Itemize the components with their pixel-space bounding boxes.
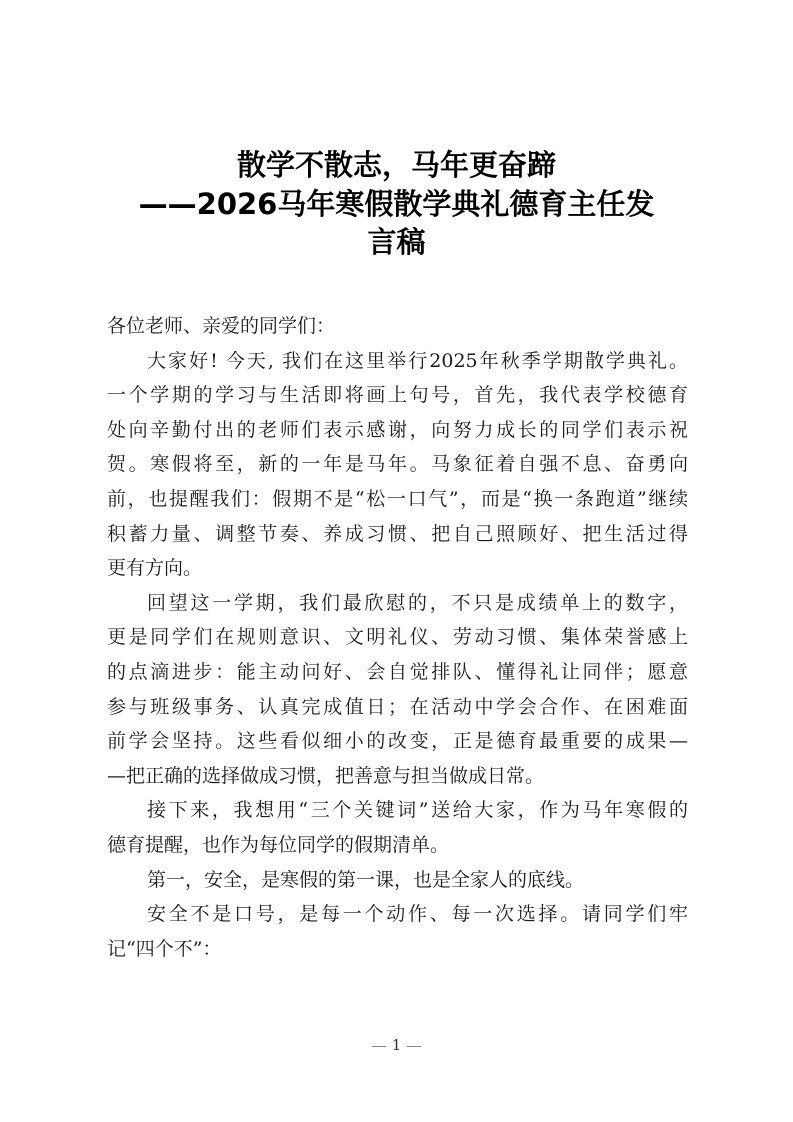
body-line: 处向辛勤付出的老师们表示感谢，向努力成长的同学们表示祝: [107, 418, 688, 441]
title-line-1: 散学不散志，马年更奋蹄: [236, 148, 556, 182]
body-line: 更是同学们在规则意识、文明礼仪、劳动习惯、集体荣誉感上: [107, 626, 688, 649]
body-line: 参与班级事务、认真完成值日；在活动中学会合作、在困难面: [107, 695, 688, 718]
body-line: 一个学期的学习与生活即将画上句号，首先，我代表学校德育: [107, 384, 688, 407]
salutation: 各位老师、亲爱的同学们：: [107, 315, 336, 337]
body-paragraphs: [107, 344, 688, 967]
body-line: 的点滴进步：能主动问好、会自觉排队、懂得礼让同伴；愿意: [107, 660, 688, 683]
page-number: 1: [391, 1036, 402, 1054]
body-line: 安全不是口号，是每一个动作、每一次选择。请同学们牢: [147, 903, 688, 926]
body-line: 接下来，我想用“三个关键词”送给大家，作为马年寒假的: [147, 799, 688, 822]
document-body: [107, 309, 688, 966]
body-line: 回望这一学期，我们最欣慰的，不只是成绩单上的数字，: [147, 591, 688, 614]
document-title: [100, 146, 693, 262]
body-line: 大家好! 今天, 我们在这里举行2025年秋季学期散学典礼。: [147, 349, 688, 372]
body-line: —把正确的选择做成习惯，把善意与担当做成日常。: [107, 764, 545, 787]
body-line: 第一，安全，是寒假的第一课，也是全家人的底线。: [147, 868, 585, 891]
footer-dash-left: [372, 1046, 386, 1047]
body-line: 前，也提醒我们：假期不是“松一口气”，而是“换一条跑道”继续: [107, 487, 688, 510]
page-footer: [0, 1036, 793, 1054]
body-line: 德育提醒，也作为每位同学的假期清单。: [107, 833, 450, 856]
body-line: 记“四个不”：: [107, 937, 222, 960]
body-line: 前学会坚持。这些看似细小的改变，正是德育最重要的成果—: [107, 730, 688, 753]
body-line: 更有方向。: [107, 557, 203, 580]
footer-dash-right: [407, 1046, 421, 1047]
body-line: 积蓄力量、调整节奏、养成习惯、把自己照顾好、把生活过得: [107, 522, 688, 545]
title-line-2: ——2026马年寒假散学典礼德育主任发: [138, 186, 655, 221]
title-line-3: 言稿: [367, 225, 426, 259]
body-line: 贺。寒假将至，新的一年是马年。马象征着自强不息、奋勇向: [107, 453, 688, 476]
